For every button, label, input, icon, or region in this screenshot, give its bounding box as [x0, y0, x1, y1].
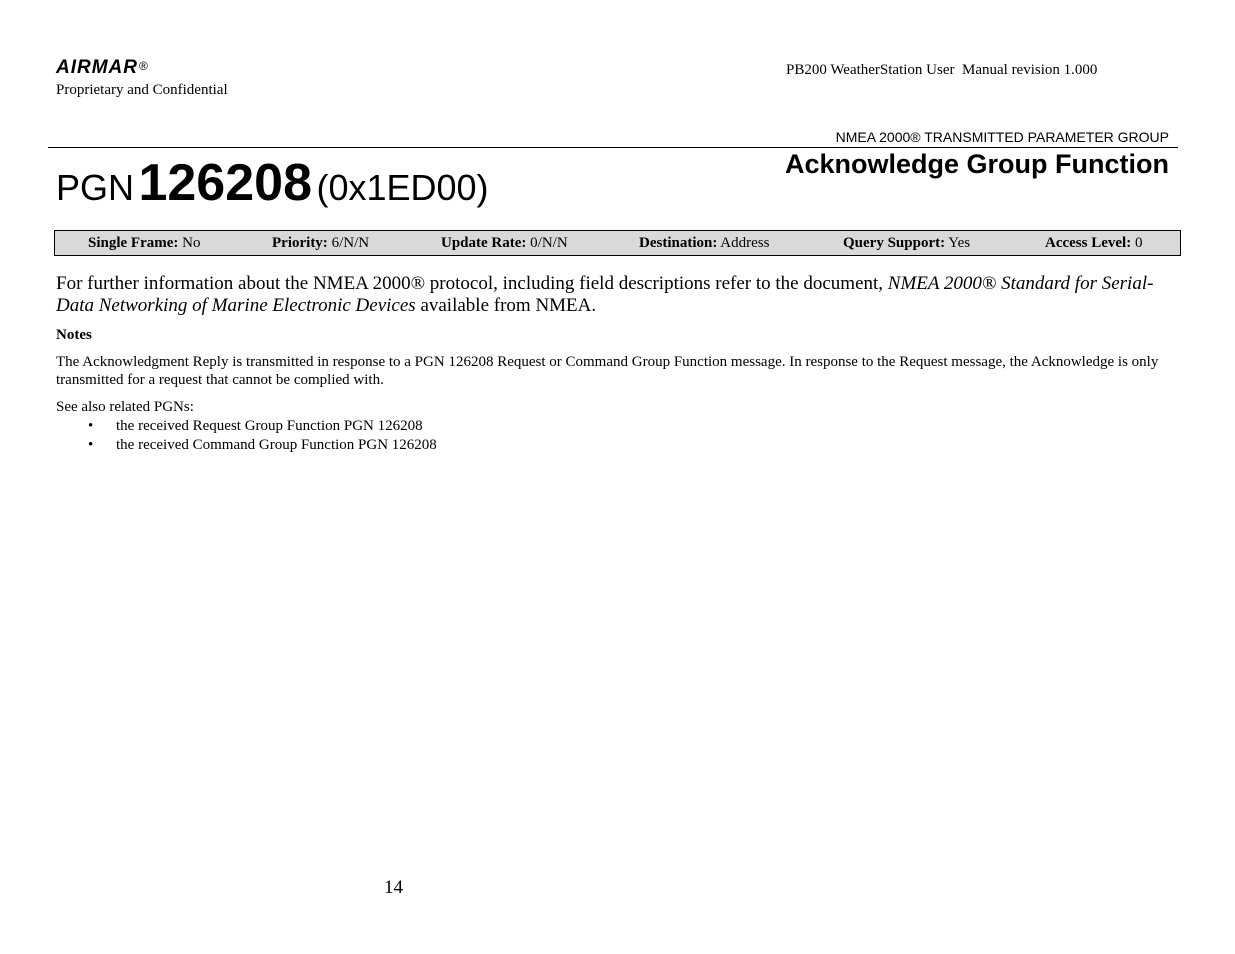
page-number: 14 [384, 877, 403, 898]
confidentiality-notice: Proprietary and Confidential [56, 82, 228, 98]
parameter-bar [54, 230, 1181, 256]
param-value: No [182, 235, 201, 251]
pgn-number: 126208 [138, 154, 312, 212]
reference-document-title: NMEA 2000® Standard for Serial-Data Networking of Marine Electronic Devices [56, 273, 1154, 316]
param-value: Yes [948, 235, 971, 251]
brand-logo [56, 56, 148, 80]
parameter-group-label: NMEA 2000® TRANSMITTED PARAMETER GROUP [835, 129, 1169, 145]
param-single-frame [88, 234, 201, 252]
param-query-support [843, 234, 970, 252]
manual-title: PB200 WeatherStation User Manual revision 1.000 [786, 62, 1098, 78]
pgn-heading [56, 150, 489, 229]
pgn-hex: (0x1ED00) [316, 167, 489, 208]
param-value: 0 [1134, 235, 1143, 251]
param-label: Single Frame: [88, 235, 179, 251]
see-also-heading: See also related PGNs: [56, 399, 194, 415]
registered-mark: ® [139, 59, 148, 73]
param-update-rate [441, 234, 568, 252]
param-value: 6/N/N [331, 235, 370, 251]
param-access-level [1045, 234, 1142, 252]
param-label: Destination: [639, 235, 718, 251]
param-label: Priority: [272, 235, 328, 251]
param-label: Access Level: [1045, 235, 1132, 251]
param-label: Update Rate: [441, 235, 527, 251]
intro-tail: available from NMEA. [420, 295, 597, 316]
notes-heading: Notes [56, 327, 92, 343]
param-value: Address [720, 235, 770, 251]
brand-name: AIRMAR [56, 57, 138, 78]
notes-paragraph: The Acknowledgment Reply is transmitted in response to a PGN 126208 Request or Command Group Function message. In response to the Request message, the Acknowledge is only transmitted for a request that cannot be complied with. [56, 354, 1159, 388]
param-value: 0/N/N [530, 235, 568, 251]
function-title: Acknowledge Group Function [785, 149, 1169, 179]
param-priority [272, 234, 369, 252]
intro-paragraph [56, 273, 1180, 317]
param-label: Query Support: [843, 235, 946, 251]
pgn-prefix: PGN [56, 167, 135, 208]
list-item [88, 417, 423, 435]
param-destination [639, 234, 769, 252]
related-pgn-text: the received Request Group Function PGN 126208 [116, 418, 423, 434]
bullet-icon: • [88, 418, 94, 434]
list-item [88, 436, 437, 454]
bullet-icon: • [88, 437, 94, 453]
intro-text: For further information about the NMEA 2000® protocol, including field descriptions refer to the document, [56, 273, 884, 294]
related-pgn-text: the received Command Group Function PGN 126208 [116, 437, 437, 453]
